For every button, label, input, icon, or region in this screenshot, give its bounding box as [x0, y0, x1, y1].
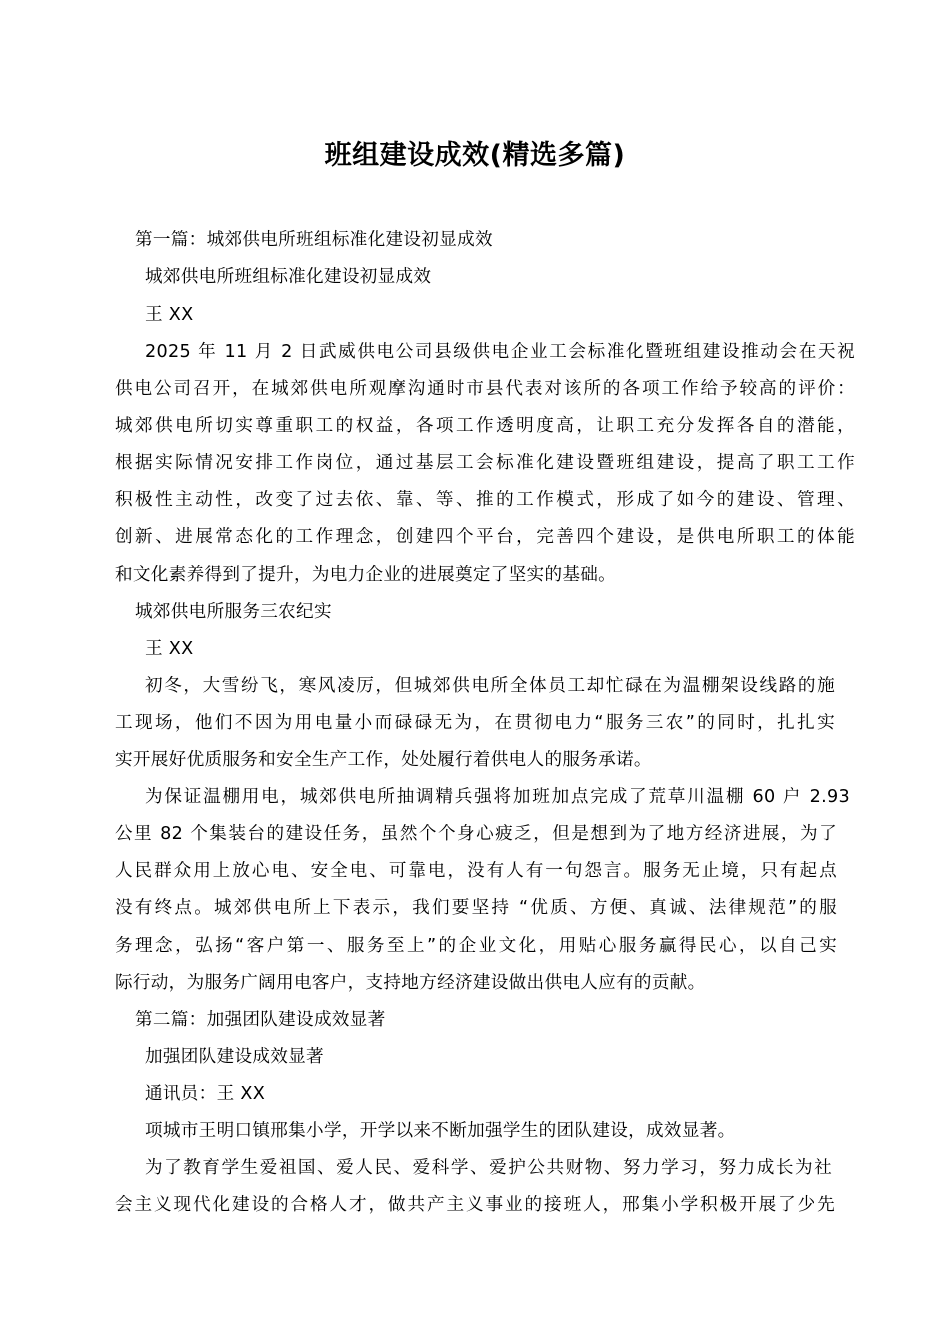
paragraph-line: 根据实际情况安排工作岗位，通过基层工会标准化建设暨班组建设，提高了职工工作	[115, 453, 855, 473]
article-title: 城郊供电所服务三农纪实	[135, 602, 332, 622]
paragraph-line: 为了教育学生爱祖国、爱人民、爱科学、爱护公共财物、努力学习，努力成长为社	[145, 1158, 832, 1178]
paragraph-line: 积极性主动性，改变了过去依、靠、等、推的工作模式，形成了如今的建设、管理、	[115, 490, 855, 510]
paragraph-line: 际行动，为服务广阔用电客户，支持地方经济建设做出供电人应有的贡献。	[115, 973, 706, 993]
paragraph-line: 创新、进展常态化的工作理念，创建四个平台，完善四个建设，是供电所职工的体能	[115, 527, 855, 547]
section-heading: 第一篇：城郊供电所班组标准化建设初显成效	[135, 230, 493, 250]
paragraph-line: 人民群众用上放心电、安全电、可靠电，没有人有一句怨言。服务无止境，只有起点	[115, 861, 837, 881]
document-title: 班组建设成效(精选多篇)	[324, 140, 626, 171]
paragraph-line: 初冬，大雪纷飞，寒风凌厉，但城郊供电所全体员工却忙碌在为温棚架设线路的施	[145, 676, 835, 696]
paragraph-line: 没有终点。城郊供电所上下表示，我们要坚持 “优质、方便、真诚、法律规范”的服	[115, 898, 837, 918]
paragraph-line: 工现场，他们不因为用电量小而碌碌无为，在贯彻电力“服务三农”的同时，扎扎实	[115, 713, 835, 733]
paragraph-line: 公里 82 个集装台的建设任务，虽然个个身心疲乏，但是想到为了地方经济进展，为了	[115, 824, 837, 844]
author-line: 通讯员：王 XX	[145, 1084, 266, 1104]
paragraph-line: 项城市王明口镇邢集小学，开学以来不断加强学生的团队建设，成效显著。	[145, 1121, 736, 1141]
author-line: 王 XX	[145, 305, 194, 325]
paragraph-line: 2025 年 11 月 2 日武威供电公司县级供电企业工会标准化暨班组建设推动会在天祝	[145, 342, 855, 362]
paragraph-line: 和文化素养得到了提升，为电力企业的进展奠定了坚实的基础。	[115, 565, 617, 585]
section-heading: 第二篇：加强团队建设成效显著	[135, 1010, 386, 1030]
paragraph-line: 供电公司召开，在城郊供电所观摩沟通时市县代表对该所的各项工作给予较高的评价：	[115, 379, 855, 399]
article-title: 城郊供电所班组标准化建设初显成效	[145, 267, 432, 287]
paragraph-line: 会主义现代化建设的合格人才，做共产主义事业的接班人，邢集小学积极开展了少先	[115, 1195, 835, 1215]
paragraph-line: 实开展好优质服务和安全生产工作，处处履行着供电人的服务承诺。	[115, 750, 652, 770]
paragraph-line: 为保证温棚用电，城郊供电所抽调精兵强将加班加点完成了荒草川温棚 60 户 2.93	[145, 787, 850, 807]
paragraph-line: 务理念，弘扬“客户第一、服务至上”的企业文化，用贴心服务赢得民心，以自己实	[115, 936, 837, 956]
author-line: 王 XX	[145, 639, 194, 659]
article-title: 加强团队建设成效显著	[145, 1047, 324, 1067]
paragraph-line: 城郊供电所切实尊重职工的权益，各项工作透明度高，让职工充分发挥各自的潜能，	[115, 416, 855, 436]
